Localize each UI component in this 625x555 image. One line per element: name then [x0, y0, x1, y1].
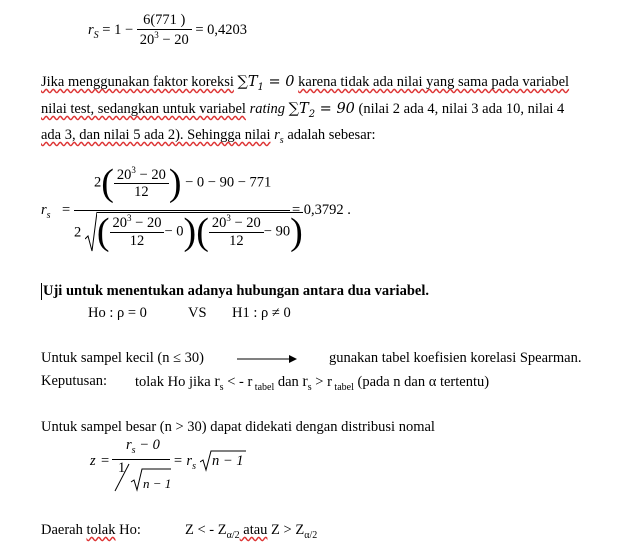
small-sample-text: gunakan tabel koefisien korelasi Spearman. — [329, 350, 582, 366]
formula1-result: = 0,4203 — [195, 21, 248, 38]
fraction-numerator: 6(771 ) — [143, 12, 186, 28]
rs-inline: $r_s$ — [274, 127, 284, 146]
num-tail: − 0 − 90 − 771 — [185, 174, 272, 191]
right-paren: ) — [168, 162, 182, 204]
equals-one: = 1 − — [102, 21, 134, 38]
left-paren: ( — [101, 162, 114, 204]
decision-label: Keputusan: — [41, 373, 108, 389]
z-rs-root: = $r_s$ — [173, 453, 196, 472]
reject-condition: Z < - $Z_{\alpha/2}$ atau $Z > Z_{\alpha/2}$ — [185, 522, 318, 541]
sum-t2: $\sum T_2 = 90$ — [288, 101, 355, 120]
arrow-right-icon — [237, 354, 297, 364]
sum-t1: $\sum T_1 = 0$ — [237, 74, 295, 93]
hypothesis-h1: H1 : ρ ≠ 0 — [232, 305, 291, 321]
para1-text-b: karena tidak ada nilai yang sama pada variabel — [298, 74, 570, 90]
hypothesis-h0: Ho : ρ = 0 — [88, 305, 147, 321]
paragraph-line-1 — [41, 74, 569, 93]
rating-word: rating — [249, 101, 286, 117]
formula-rs-uncorrected — [88, 12, 247, 49]
formula2-result: = 0,3792 . — [292, 202, 351, 218]
fraction-denominator: $20^3 - 20$ — [137, 29, 192, 49]
num-two: 2 — [94, 174, 102, 191]
decision-rule: tolak Ho jika $r_s$ < - r $_{tabel}$ dan $r_s > r$ $_{tabel}$ (pada n dan α tertentu) — [135, 373, 490, 393]
para3-text-b: adalah sebesar: — [287, 127, 376, 143]
section-heading: Uji untuk menentukan adanya hubungan antara dua variabel. — [43, 283, 429, 299]
para2-text-a: nilai test, sedangkan untuk variabel — [41, 101, 246, 117]
para2-text-b: (nilai 2 ada 4, nilai 3 ada 10, nilai 4 — [358, 101, 565, 117]
small-sample-label: Untuk sampel kecil (n ≤ 30) — [41, 350, 204, 366]
para3-text-a: ada 3, dan nilai 5 ada 2). Sehingga nilai — [41, 127, 271, 143]
equals-2: = — [62, 202, 71, 218]
paragraph-line-3 — [41, 127, 376, 146]
inner-fraction: $\frac{20^3 - 20}{12}$ — [114, 165, 169, 202]
rs-symbol-2: $r_s$ — [41, 202, 51, 221]
z-numerator: $r_s - 0$ — [126, 437, 160, 456]
formula2-denominator: 2 ( $\frac{20^3 - 20}{12}$ − 0)( $\frac{20^3 - 20}{12}$ − 90) — [74, 211, 303, 255]
den-fraction-1: $\frac{20^3 - 20}{12}$ — [110, 213, 165, 250]
formula2-numerator — [94, 164, 271, 202]
den-two: 2 — [74, 224, 82, 241]
sqrt-sign — [85, 211, 97, 255]
paragraph-line-2 — [41, 101, 564, 120]
reject-region: Daerah tolak Ho: — [41, 522, 141, 538]
fraction-rs — [137, 12, 192, 49]
large-sample-text: Untuk sampel besar (n > 30) dapat didekati dengan distribusi nomal — [41, 419, 435, 435]
para1-text-a: Jika menggunakan faktor koreksi — [41, 74, 234, 90]
rs-symbol: $r_S$ — [88, 21, 99, 41]
den-fraction-2: $\frac{20^3 - 20}{12}$ — [209, 213, 264, 250]
hypothesis-vs: VS — [188, 305, 207, 321]
